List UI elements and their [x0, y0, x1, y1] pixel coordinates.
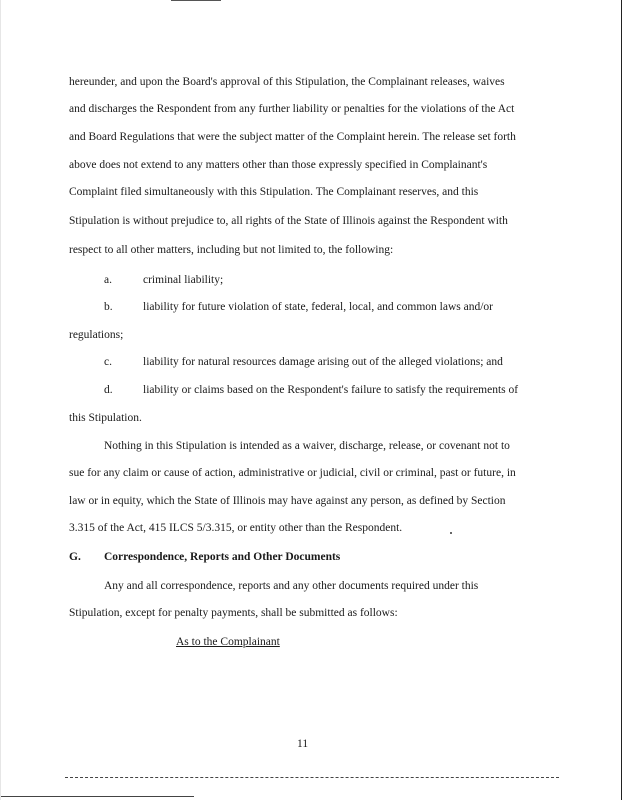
section-number: G. [69, 551, 81, 563]
list-item-d: liability or claims based on the Respondent's failure to satisfy the requirements of [143, 384, 519, 396]
list-item-d-continued: this Stipulation. [69, 412, 142, 424]
paragraph-line: respect to all other matters, including but not limited to, the following: [69, 244, 394, 256]
paragraph-line: Stipulation, except for penalty payments, shall be submitted as follows: [69, 607, 398, 619]
complainant-label: As to the Complainant [176, 636, 280, 648]
list-item-b: liability for future violation of state, federal, local, and common laws and/or [143, 301, 494, 313]
paragraph-line: Stipulation is without prejudice to, all rights of the State of Illinois against the Respondent with [69, 215, 508, 227]
list-item-b-continued: regulations; [69, 329, 124, 341]
list-item-c: liability for natural resources damage arising out of the alleged violations; and [143, 356, 503, 368]
paragraph-line: and Board Regulations that were the subject matter of the Complaint herein. The release set forth [69, 131, 516, 143]
list-marker-a: a. [104, 274, 112, 286]
section-title: Correspondence, Reports and Other Documents [104, 551, 341, 563]
list-item-a: criminal liability; [143, 274, 224, 286]
paragraph-line: Complaint filed simultaneously with this Stipulation. The Complainant reserves, and this [69, 186, 479, 198]
bottom-edge-rule [1, 796, 194, 797]
page-number: 11 [297, 738, 309, 750]
footer-rule [65, 777, 559, 778]
paragraph-line: Nothing in this Stipulation is intended as a waiver, discharge, release, or covenant not to [104, 440, 510, 452]
list-marker-d: d. [104, 384, 113, 396]
scan-speck [450, 532, 452, 534]
paragraph-line: hereunder, and upon the Board's approval of this Stipulation, the Complainant releases, waives [69, 76, 505, 88]
paragraph-line: law or in equity, which the State of Illinois may have against any person, as defined by Section [69, 495, 506, 507]
scan-mark [171, 0, 221, 1]
paragraph-line: and discharges the Respondent from any further liability or penalties for the violations of the Act [69, 103, 515, 115]
list-marker-b: b. [104, 301, 113, 313]
paragraph-line: sue for any claim or cause of action, administrative or judicial, civil or criminal, past or future, in [69, 467, 516, 479]
list-marker-c: c. [104, 356, 112, 368]
paragraph-line: Any and all correspondence, reports and any other documents required under this [104, 580, 479, 592]
paragraph-line: 3.315 of the Act, 415 ILCS 5/3.315, or entity other than the Respondent. [69, 522, 403, 534]
paragraph-line: above does not extend to any matters other than those expressly specified in Complainant's [69, 159, 488, 171]
